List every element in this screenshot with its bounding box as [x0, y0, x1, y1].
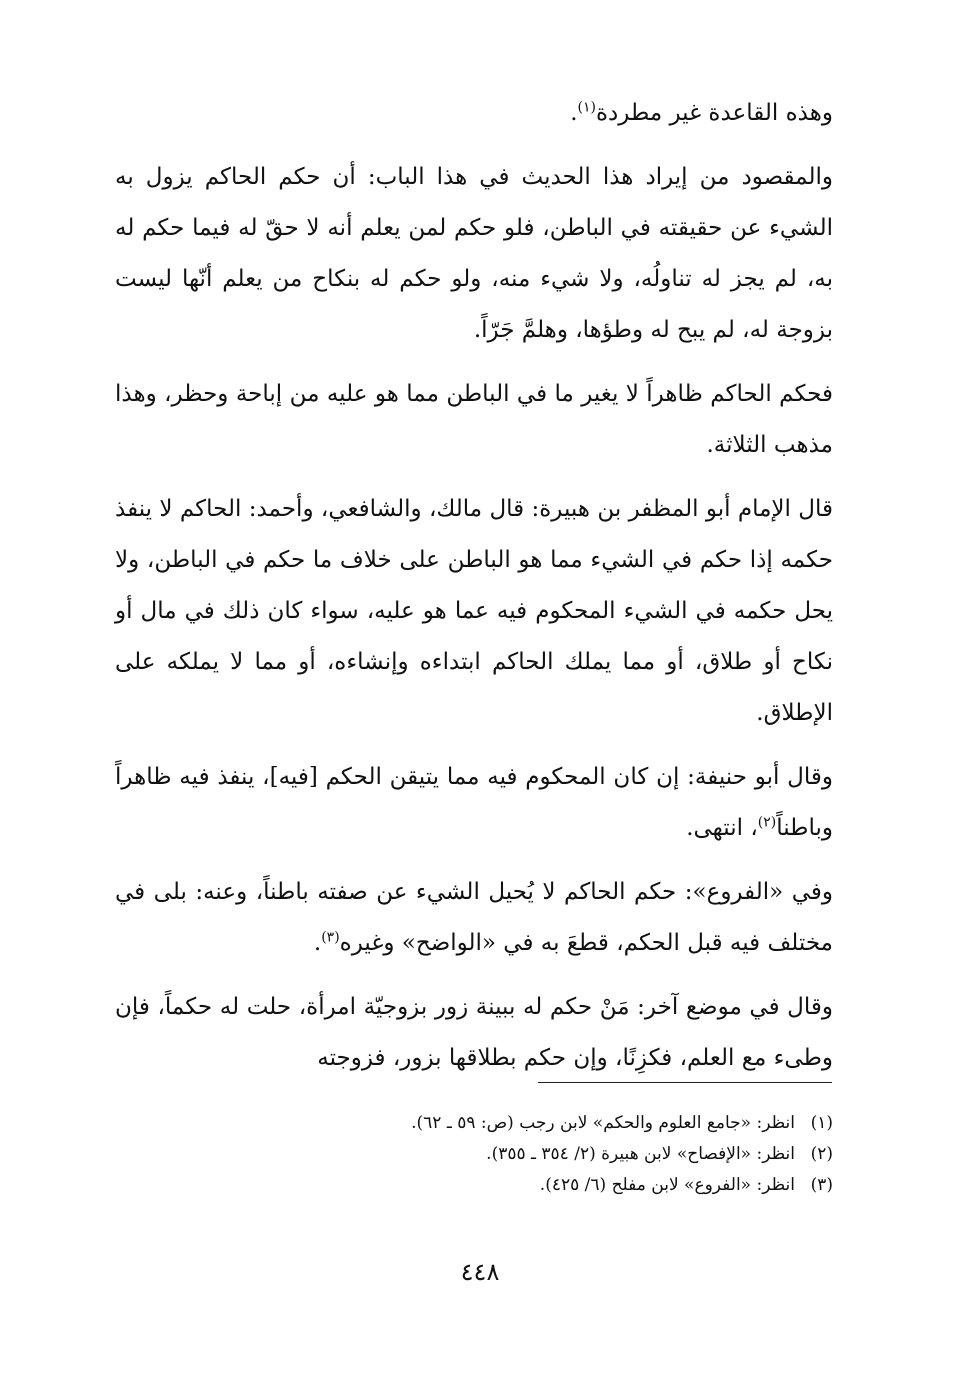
footnote-1	[200, 1108, 833, 1139]
paragraph-tail: .	[570, 100, 578, 126]
page-number: ٤٤٨	[460, 1258, 500, 1286]
paragraph-4: قال الإمام أبو المظفر بن هبيرة: قال مالك، والشافعي، وأحمد: الحاكم لا ينفذ حكمه إذا حكم في الشيء مما هو الباطن على خلاف ما حكم في الباطن، ولا يحل حكمه في الشيء المحكوم فيه عما هو عليه، سواء كان ذلك في مال أو نكاح أو طلاق، أو مما يملك الحاكم ابتداءه وإنشاءه، أو مما لا يملكه على الإطلاق.	[115, 496, 833, 726]
footnote-number: (٢)	[810, 1144, 833, 1164]
paragraph-2: والمقصود من إيراد هذا الحديث في هذا الباب: أن حكم الحاكم يزول به الشيء عن حقيقته في الباطن، فلو حكم لمن يعلم أنه لا حقّ له فيما حكم له به، لم يجز له تناولُه، ولا شيء منه، ولو حكم له بنكاح من يعلم أنّها ليست بزوجة له، لم يبح له وطؤها، وهلمَّ جَرّاً.	[115, 164, 833, 343]
paragraph-text: وهذه القاعدة غير مطردة	[595, 100, 833, 126]
footnote-text: انظر: «الإفصاح» لابن هبيرة (٢/ ٣٥٤ ـ ٣٥٥).	[486, 1144, 795, 1164]
body-text	[115, 88, 833, 1097]
paragraph-7: وقال في موضع آخر: مَنْ حكم له ببينة زور بزوجيّة امرأة، حلت له حكماً، فإن وطىء مع العلم، فكزِنًا، وإن حكم بطلاقها بزور، فزوجته	[115, 994, 833, 1071]
paragraph-text: وفي «الفروع»: حكم الحاكم لا يُحيل الشيء عن صفته باطناً، وعنه: بلى في مختلف فيه قبل الحكم، قطعَ به في «الواضح» وغيره	[115, 879, 833, 956]
footnote-ref-1[interactable]: (١)	[577, 99, 596, 116]
footnotes	[200, 1108, 833, 1201]
paragraph-6	[115, 867, 833, 969]
footnote-2	[200, 1139, 833, 1170]
paragraph-5	[115, 752, 833, 854]
footnote-text: انظر: «جامع العلوم والحكم» لابن رجب (ص: ٥٩ ـ ٦٢).	[411, 1113, 795, 1133]
footnote-text: انظر: «الفروع» لابن مفلح (٦/ ٤٢٥).	[539, 1175, 795, 1195]
paragraph-1	[115, 88, 833, 139]
footnote-separator	[538, 1082, 832, 1083]
paragraph-tail: .	[313, 930, 322, 956]
footnote-3	[200, 1170, 833, 1201]
footnote-ref-3[interactable]: (٣)	[321, 929, 340, 946]
footnote-ref-2[interactable]: (٢)	[757, 814, 777, 831]
footnote-number: (١)	[810, 1113, 833, 1133]
paragraph-tail: ، انتهى.	[686, 815, 758, 841]
footnote-number: (٣)	[810, 1175, 833, 1195]
paragraph-text: وقال أبو حنيفة: إن كان المحكوم فيه مما يتيقن الحكم [فيه]، ينفذ فيه ظاهراً وباطناً	[115, 764, 833, 841]
paragraph-3: فحكم الحاكم ظاهراً لا يغير ما في الباطن مما هو عليه من إباحة وحظر، وهذا مذهب الثلاثة.	[115, 381, 833, 458]
